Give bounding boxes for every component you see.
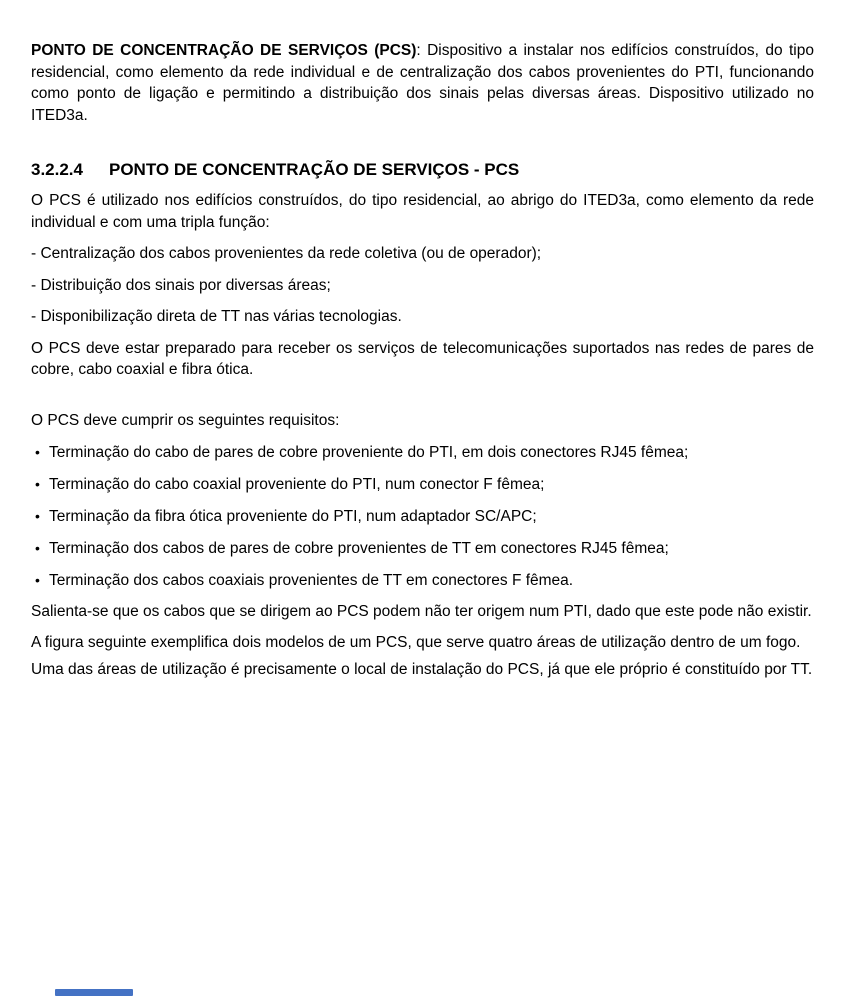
definition-body: : Dispositivo a instalar nos edifícios construídos, do tipo residencial, como elemento da rede individual e de centralização dos cabos provenientes do PTI, funcionando como ponto de ligação e permitindo a distribuição dos sinais pelas diversas áreas. Dispositivo utilizado no ITED3a. [31, 42, 814, 124]
bullet-item [31, 570, 814, 592]
bullet-item [31, 538, 814, 560]
bullet-item-text: Terminação da fibra ótica proveniente do PTI, num adaptador SC/APC; [49, 507, 537, 525]
definition-paragraph [31, 40, 814, 126]
document-content [31, 0, 814, 681]
bullet-item [31, 442, 814, 464]
dash-item: - Centralização dos cabos provenientes da rede coletiva (ou de operador); [31, 245, 542, 262]
section-number: 3.2.2.4 [31, 160, 83, 179]
bullet-item-text: Terminação dos cabos de pares de cobre provenientes de TT em conectores RJ45 fêmea; [49, 539, 669, 557]
paragraph-figure-reference: A figura seguinte exemplifica dois modelos de um PCS, que serve quatro áreas de utilização dentro de um fogo. [31, 633, 801, 651]
bullet-item-text: Terminação dos cabos coaxiais provenientes de TT em conectores F fêmea. [49, 571, 574, 589]
paragraph-note: Salienta-se que os cabos que se dirigem ao PCS podem não ter origem num PTI, dado que este pode não existir. [31, 603, 812, 620]
bullet-icon: • [35, 475, 40, 492]
bullet-item-text: Terminação do cabo coaxial proveniente do PTI, num conector F fêmea; [49, 475, 545, 493]
dash-item: - Disponibilização direta de TT nas várias tecnologias. [31, 308, 402, 325]
bullet-icon: • [35, 443, 40, 460]
section-title: PONTO DE CONCENTRAÇÃO DE SERVIÇOS - PCS [109, 160, 520, 179]
figure-top-fragment [55, 989, 133, 996]
paragraph-services: O PCS deve estar preparado para receber os serviços de telecomunicações suportados nas redes de pares de cobre, cabo coaxial e fibra ótica. [31, 339, 814, 378]
dash-item: - Distribuição dos sinais por diversas áreas; [31, 276, 331, 294]
definition-term: PONTO DE CONCENTRAÇÃO DE SERVIÇOS (PCS) [31, 42, 417, 59]
bullet-item [31, 474, 814, 496]
bullet-icon: • [35, 507, 40, 524]
bullet-icon: • [35, 571, 40, 588]
section-heading [31, 159, 814, 181]
bullet-item [31, 506, 814, 528]
paragraph-final: Uma das áreas de utilização é precisamente o local de instalação do PCS, já que ele próprio é constituído por TT. [31, 661, 813, 678]
bullet-item-text: Terminação do cabo de pares de cobre proveniente do PTI, em dois conectores RJ45 fêmea; [49, 443, 689, 461]
bullet-icon: • [35, 539, 40, 556]
paragraph-intro: O PCS é utilizado nos edifícios construídos, do tipo residencial, ao abrigo do ITED3a, como elemento da rede individual e com uma tripla função: [31, 192, 814, 231]
paragraph-requirements-lead: O PCS deve cumprir os seguintes requisitos: [31, 411, 340, 429]
